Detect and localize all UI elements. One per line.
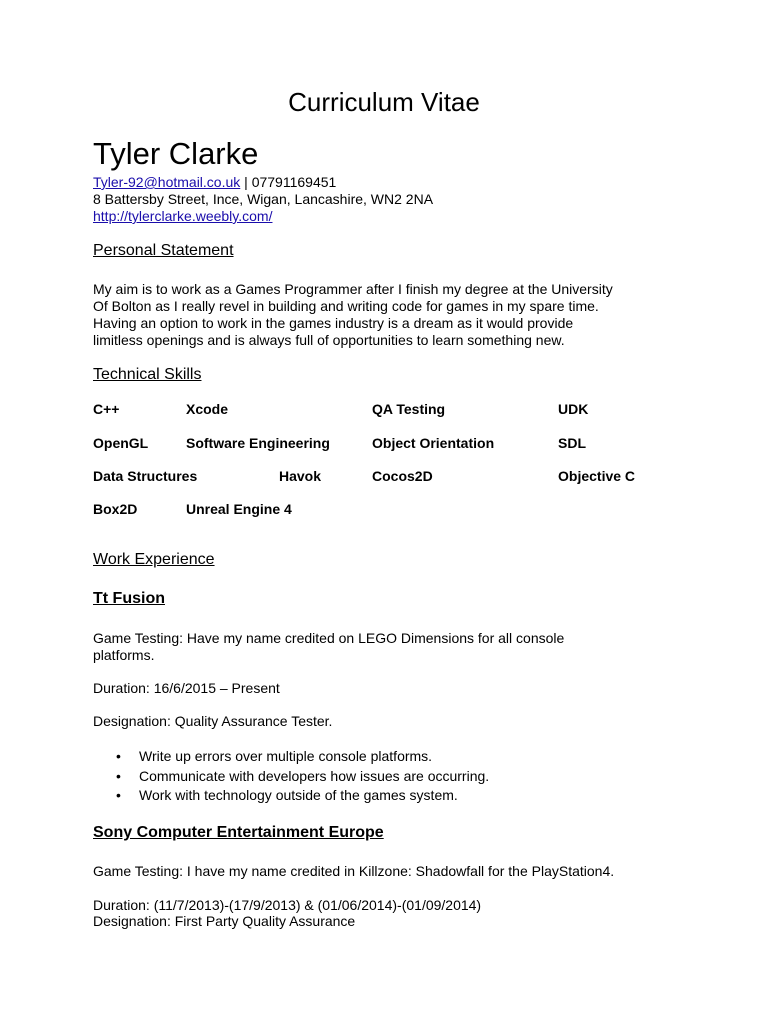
skill-item: C++ — [93, 401, 120, 417]
skill-item: Data Structures — [93, 468, 198, 484]
duties-list — [112, 747, 489, 806]
address: 8 Battersby Street, Ince, Wigan, Lancashire, WN2 2NA — [93, 191, 434, 207]
technical-skills-heading: Technical Skills — [93, 366, 202, 383]
personal-statement-heading: Personal Statement — [93, 242, 234, 259]
website-line — [93, 208, 272, 225]
contact-line — [93, 174, 336, 191]
work-experience-heading: Work Experience — [93, 551, 215, 568]
statement-line: Having an option to work in the games industry is a dream as it would provide — [93, 315, 574, 331]
skill-item: Xcode — [186, 401, 229, 417]
statement-line: Of Bolton as I really revel in building and writing code for games in my spare time. — [93, 298, 599, 314]
contact-separator: | — [240, 174, 252, 190]
job-designation: Designation: First Party Quality Assurance — [93, 913, 356, 929]
job-description — [93, 630, 693, 664]
job-designation: Designation: Quality Assurance Tester. — [93, 713, 333, 729]
skill-item: OpenGL — [93, 435, 149, 451]
list-item — [112, 786, 489, 806]
job-duration: Duration: (11/7/2013)-(17/9/2013) & (01/06/2014)-(01/09/2014) — [93, 897, 482, 913]
skill-item: Object Orientation — [372, 435, 495, 451]
company-name: Tt Fusion — [93, 590, 165, 607]
bullet-icon: • — [116, 748, 121, 764]
job-duration: Duration: 16/6/2015 – Present — [93, 680, 280, 696]
statement-line: limitless openings and is always full of opportunities to learn something new. — [93, 332, 565, 348]
statement-line: My aim is to work as a Games Programmer after I finish my degree at the University — [93, 281, 613, 297]
duty-text: Work with technology outside of the games system. — [139, 787, 458, 803]
bullet-icon: • — [116, 787, 121, 803]
skill-item: QA Testing — [372, 401, 446, 417]
phone-number: 07791169451 — [251, 174, 337, 190]
list-item — [112, 767, 489, 787]
skill-item: Box2D — [93, 501, 138, 517]
skill-item: Objective C — [558, 468, 636, 484]
duty-text: Communicate with developers how issues are occurring. — [139, 767, 490, 784]
skill-item: Unreal Engine 4 — [186, 501, 292, 517]
personal-statement-text — [93, 281, 693, 349]
duty-text: Write up errors over multiple console platforms. — [139, 748, 433, 764]
skill-item: Havok — [279, 468, 322, 484]
company-name: Sony Computer Entertainment Europe — [93, 824, 384, 841]
candidate-name: Tyler Clarke — [93, 136, 259, 171]
website-link[interactable]: http://tylerclarke.weebly.com/ — [93, 208, 273, 224]
bullet-icon: • — [116, 767, 121, 784]
job-description-line: Game Testing: I have my name credited in Killzone: Shadowfall for the PlayStation4. — [93, 863, 615, 879]
job-description-line: Game Testing: Have my name credited on LEGO Dimensions for all console — [93, 630, 565, 646]
document-title: Curriculum Vitae — [288, 87, 480, 117]
skill-item: UDK — [558, 401, 589, 417]
skill-item: SDL — [558, 435, 586, 451]
skill-item: Cocos2D — [372, 468, 433, 484]
email-link[interactable]: Tyler-92@hotmail.co.uk — [93, 174, 241, 190]
skill-item: Software Engineering — [186, 435, 330, 451]
job-description-line: platforms. — [93, 647, 155, 663]
list-item — [112, 747, 489, 767]
